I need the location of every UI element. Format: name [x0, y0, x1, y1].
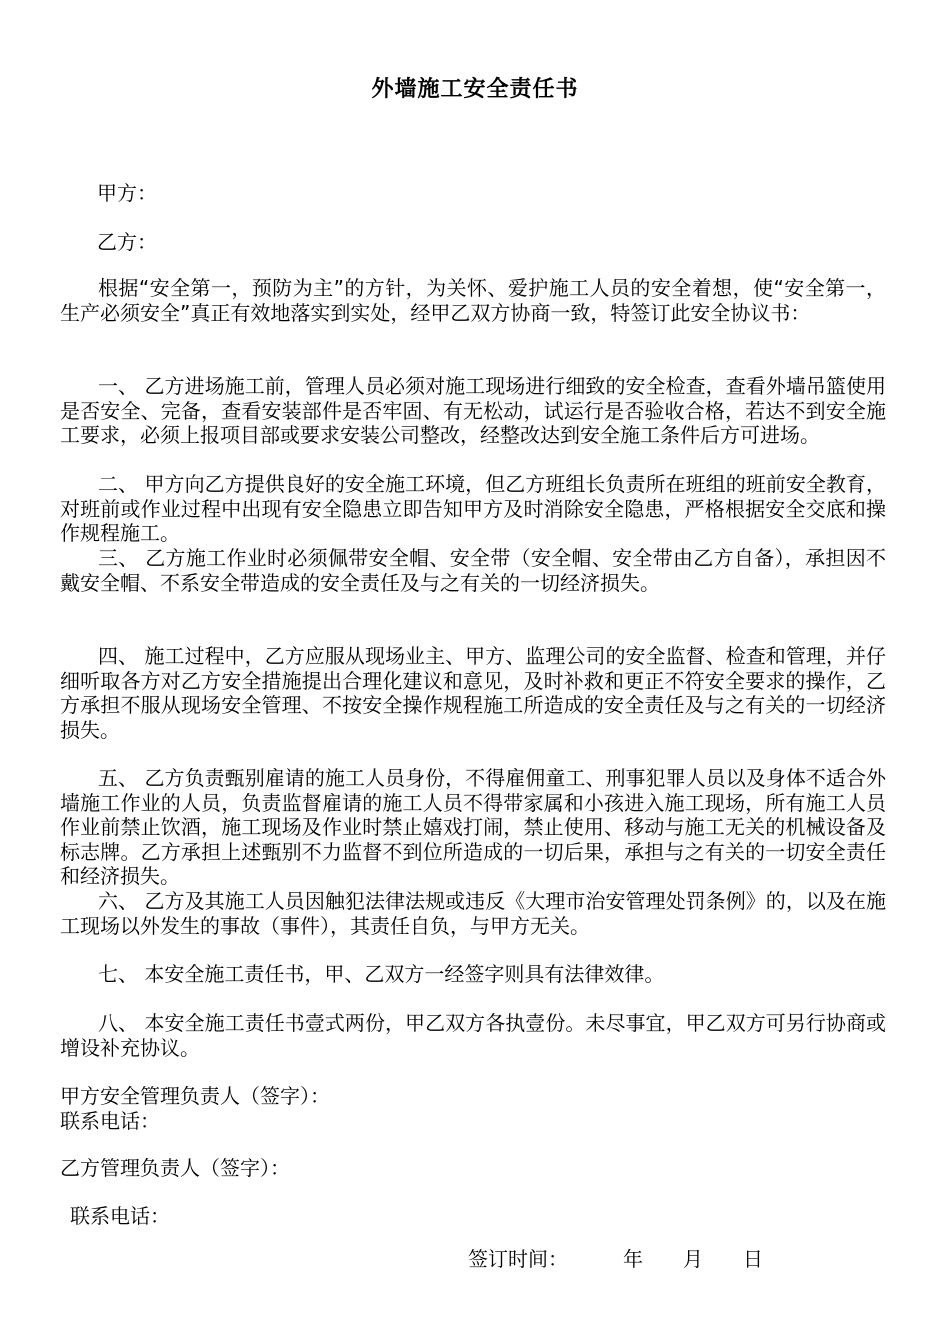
party-a-manager-signature: 甲方安全管理负责人（签字）： [60, 1084, 330, 1108]
clause-4: 四、 施工过程中，乙方应服从现场业主、甲方、监理公司的安全监督、检查和管理，并仔细听取各方对乙方安全措施提出合理化建议和意见，及时补救和更正不符安全要求的操作，乙方承担不服从现场安全管理、不按安全操作规程施工所造成的安全责任及与之有关的一切经济损失。 [60, 644, 886, 742]
signing-date [468, 1246, 763, 1272]
signing-date-day: 日 [743, 1247, 763, 1271]
signing-date-year: 年 [623, 1247, 643, 1271]
party-b-label: 乙方： [97, 230, 157, 254]
clause-3: 三、 乙方施工作业时必须佩带安全帽、安全带（安全帽、安全带由乙方自备），承担因不戴安全帽、不系安全带造成的安全责任及与之有关的一切经济损失。 [60, 546, 886, 595]
clause-1: 一、 乙方进场施工前，管理人员必须对施工现场进行细致的安全检查，查看外墙吊篮使用是否安全、完备，查看安装部件是否牢固、有无松动，试运行是否验收合格，若达不到安全施工要求，必须上报项目部或要求安装公司整改，经整改达到安全施工条件后方可进场。 [60, 374, 886, 447]
document-title: 外墙施工安全责任书 [371, 77, 579, 102]
party-a-label: 甲方： [97, 181, 157, 205]
party-a-phone: 联系电话： [60, 1109, 160, 1133]
party-b-manager-signature: 乙方管理负责人（签字）： [60, 1156, 290, 1180]
clause-7: 七、 本安全施工责任书，甲、乙双方一经签字则具有法律效律。 [98, 962, 665, 986]
clause-5: 五、 乙方负责甄别雇请的施工人员身份，不得雇佣童工、刑事犯罪人员以及身体不适合外墙施工作业的人员，负责监督雇请的施工人员不得带家属和小孩进入施工现场，所有施工人员作业前禁止饮酒，施工现场及作业时禁止嬉戏打闹，禁止使用、移动与施工无关的机械设备及标志牌。乙方承担上述甄别不力监督不到位所造成的一切后果，承担与之有关的一切安全责任和经济损失。 [60, 766, 886, 888]
signing-date-label: 签订时间： [468, 1247, 568, 1271]
signing-date-month: 月 [683, 1247, 703, 1271]
clause-8: 八、 本安全施工责任书壹式两份，甲乙双方各执壹份。未尽事宜，甲乙双方可另行协商或增设补充协议。 [60, 1011, 886, 1060]
clause-2: 二、 甲方向乙方提供良好的安全施工环境，但乙方班组长负责所在班组的班前安全教育，对班前或作业过程中出现有安全隐患立即告知甲方及时消除安全隐患，严格根据安全交底和操作规程施工。 [60, 472, 886, 545]
party-b-phone: 联系电话： [70, 1204, 170, 1228]
intro-paragraph: 根据“安全第一，预防为主”的方针，为关怀、爱护施工人员的安全着想，使“安全第一，生产必须安全”真正有效地落实到实处，经甲乙双方协商一致，特签订此安全协议书： [60, 276, 886, 325]
clause-6: 六、 乙方及其施工人员因触犯法律法规或违反《大理市治安管理处罚条例》的，以及在施工现场以外发生的事故（事件），其责任自负，与甲方无关。 [60, 889, 886, 938]
